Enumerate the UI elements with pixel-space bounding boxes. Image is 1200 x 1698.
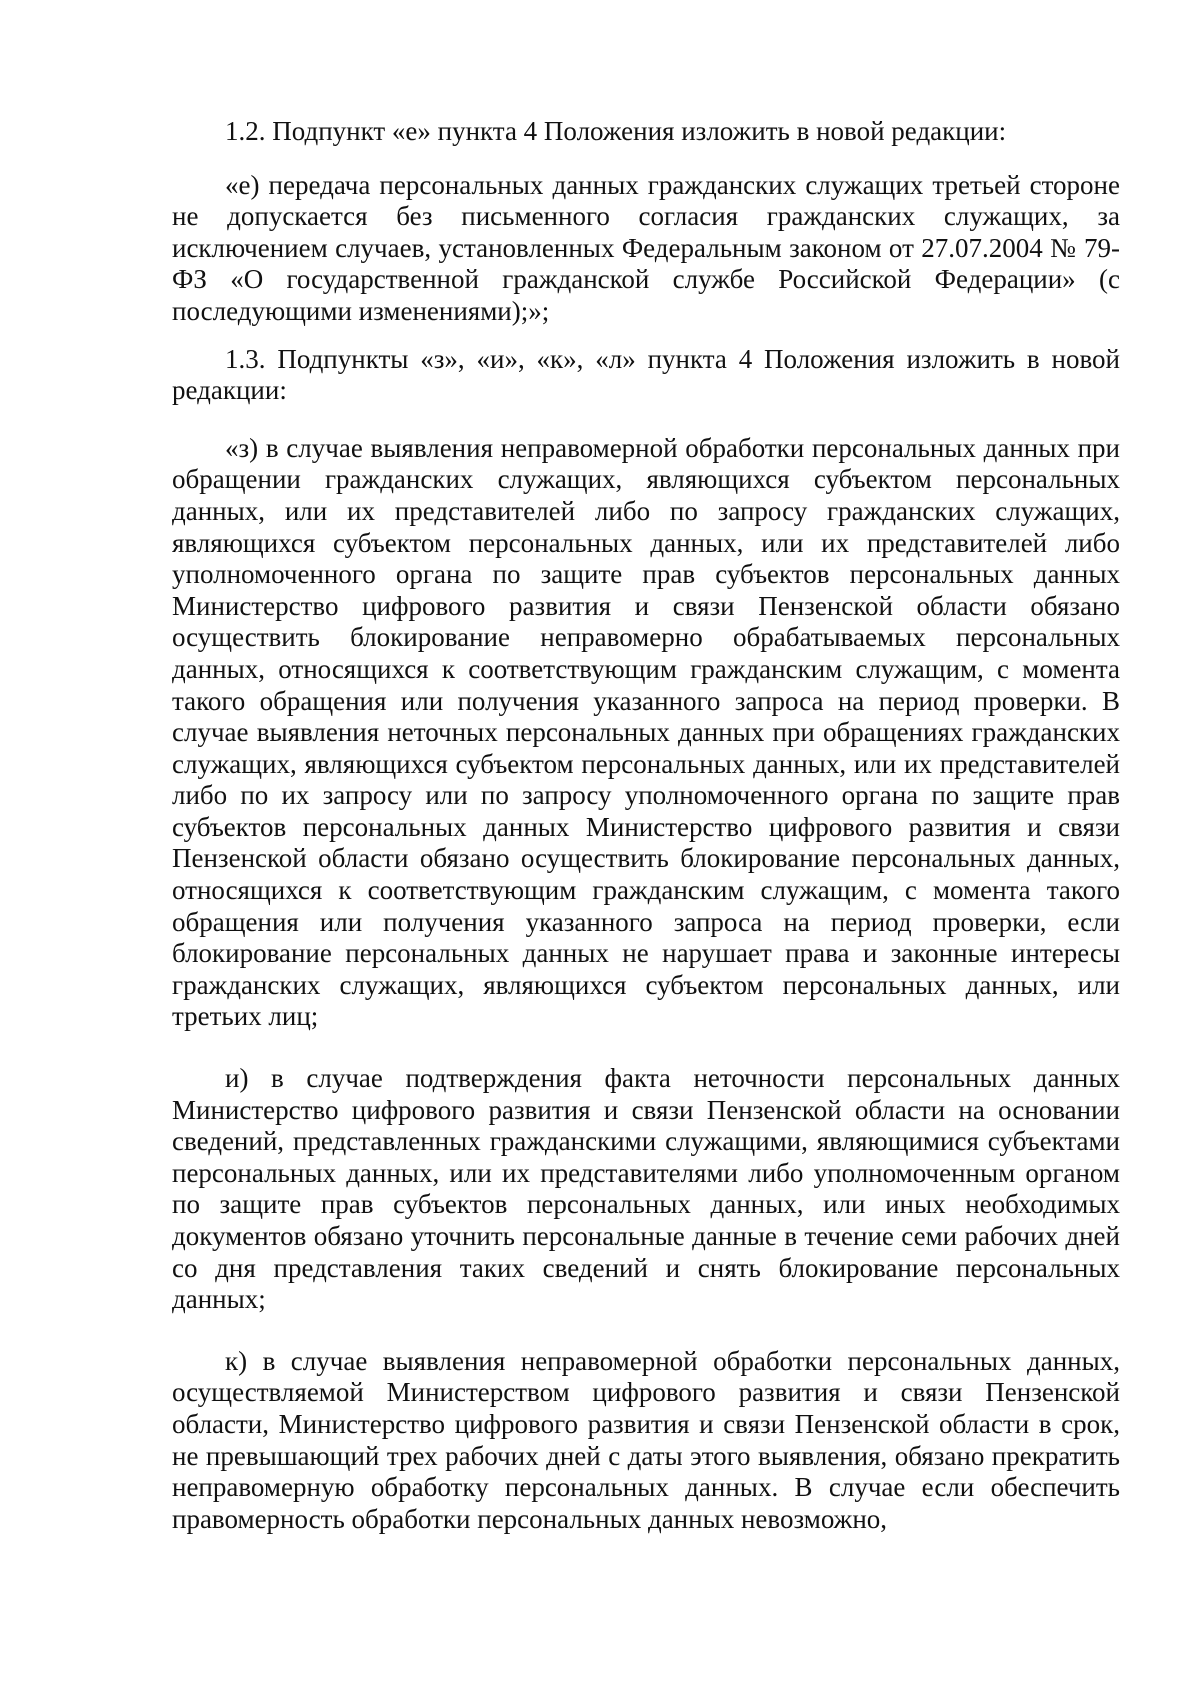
paragraph-subitem-k: к) в случае выявления неправомерной обработки персональных данных, осуществляемой Министерством цифрового развития и связи Пензенской области, Министерство цифрового развития и связи Пензенской области в срок, не превышающий трех рабочих дней с даты этого выявления, обязано прекратить неправомерную обработку персональных данных. В случае если обеспечить правомерность обработки персональных данных невозможно, [172, 1345, 1120, 1534]
paragraph-1-2-heading: 1.2. Подпункт «е» пункта 4 Положения изложить в новой редакции: [225, 116, 1007, 146]
paragraph-subitem-e: «е) передача персональных данных гражданских служащих третьей стороне не допускается без письменного согласия гражданских служащих, за исключением случаев, установленных Федеральным законом от 27.07.2004 № 79-ФЗ «О государственной гражданской службе Российской Федерации» (с последующими изменениями);»; [172, 169, 1120, 326]
paragraph-subitem-z: «з) в случае выявления неправомерной обработки персональных данных при обращении гражданских служащих, являющихся субъектом персональных данных, или их представителей либо по запросу гражданских служащих, являющихся субъектом персональных данных, или их представителей либо уполномоченного органа по защите прав субъектов персональных данных Министерство цифрового развития и связи Пензенской области обязано осуществить блокирование неправомерно обрабатываемых персональных данных, относящихся к соответствующим гражданским служащим, с момента такого обращения или получения указанного запроса на период проверки. В случае выявления неточных персональных данных при обращениях гражданских служащих, являющихся субъектом персональных данных, или их представителей либо по их запросу или по запросу уполномоченного органа по защите прав субъектов персональных данных Министерство цифрового развития и связи Пензенской области обязано осуществить блокирование персональных данных, относящихся к соответствующим гражданским служащим, с момента такого обращения или получения указанного запроса на период проверки, если блокирование персональных данных не нарушает права и законные интересы гражданских служащих, являющихся субъектом персональных данных, или третьих лиц; [172, 432, 1120, 1032]
paragraph-1-3-heading: 1.3. Подпункты «з», «и», «к», «л» пункта 4 Положения изложить в новой редакции: [172, 343, 1120, 406]
document-body [172, 116, 1120, 1535]
paragraph-subitem-i: и) в случае подтверждения факта неточности персональных данных Министерство цифрового развития и связи Пензенской области на основании сведений, представленных гражданскими служащими, являющимися субъектами персональных данных, или их представителями либо уполномоченным органом по защите прав субъектов персональных данных, или иных необходимых документов обязано уточнить персональные данные в течение семи рабочих дней со дня представления таких сведений и снять блокирование персональных данных; [172, 1063, 1120, 1315]
